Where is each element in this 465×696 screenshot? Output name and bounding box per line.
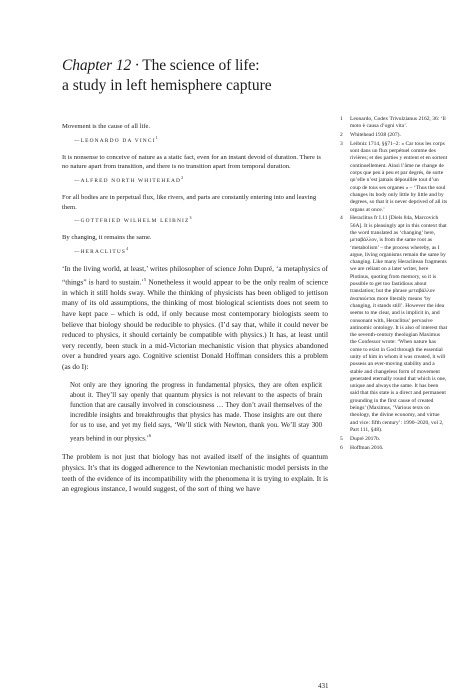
margin-notes: [340, 116, 448, 453]
footnote: 1 Leonardo, Codex Trivulzianus 2162, 36: ‘Il moto è causa d’ogni vita’.: [340, 116, 446, 130]
footnote: 2 Whitehead 1938 (207).: [340, 132, 401, 139]
footnote: 4 Heraclitus fr I.11 [Diels 84a, Marcovich 56A]. It is pleasingly apt in this context that the word translated as ‘changing’ here, μεταβάλλον, is from the same root as ‘metabolism’ – the process whereby, as I argue, living organisms remain the same by changing. Like many Heraclitean fragments we are reliant on a later writer, here Plotinus, quoting from memory, so it is possible to get too fastidious about translation; but the phrase μεταβάλλον ἀναπαύεται more literally means ‘by changing, it stands still’. However the idea seems to me clear, and is implicit in, and consonant with, Heraclitus’ pervasive antinomic ontology. It is also of interest that the seventh-century theologian Maximus the Confessor wrote: ‘When nature has come to exist in God through the essential unity of him in whom it was created, it will possess an ever-moving stability and a stable and changeless form of movement generated eternally round that which is one, unique and always the same. It has been said that this state is a direct and permanent grounding in the first cause of created beings’ (Maximus, ‘Various texts on theology, the divine economy, and virtue and vice: fifth century’: 1990–2020, vol 2, Part 111, §48).: [340, 215, 448, 433]
chapter-title: [62, 56, 328, 76]
chapter-number: Chapter 12 ·: [62, 57, 139, 74]
epigraph-attribution: —ALFRED NORTH WHITEHEAD$^2$: [74, 174, 184, 184]
epigraph-quote: Movement is the cause of all life.: [62, 123, 151, 130]
epigraph-attribution: —HERACLITUS$^4$: [74, 245, 129, 255]
epigraph-quote: By changing, it remains the same.: [62, 234, 152, 242]
epigraph-quote: For all bodies are in perpetual flux, like rivers, and parts are constantly entering into and leaving them.: [62, 194, 317, 211]
chapter-title-text: The science of life:: [142, 57, 260, 74]
footnote: 6 Hoffman 2016.: [340, 444, 384, 451]
chapter-subtitle: a study in left hemisphere capture: [62, 77, 272, 94]
epigraph-quote: It is nonsense to conceive of nature as a static fact, even for an instant devoid of duration. There is no nature apart from transition, and there is no transition apart from temporal duration.: [62, 153, 321, 171]
epigraph-attribution: —GOTTFRIED WILHELM LEIBNIZ$^3$: [74, 215, 192, 224]
footnote: 5 Dupré 2017b.: [340, 435, 381, 442]
footnote: 3 Leibniz 1714, §§71–2: « Car tous les corps sont dans un flux perpétuel comme des rivières; et des parties y entrent et en sortent continuellement. Ainsi l’âme ne change de corps que peu à peu et par degrés, de sorte qu’elle n’est jamais dépouillée tout d’un coup de tous ses organes » – ‘Thus the soul changes its body only little by little and by degrees, so that it is never deprived of all its organs at once.’: [340, 140, 448, 213]
body-paragraph: ‘In the living world, at least,’ writes philosopher of science John Dupré, ‘a metaphysics of “things” is hard to sustain.’$^5$ Nonetheless it would appear to be the only realm of science in which it still holds sway. While the thinking of physicists has been obliged to jettison many of its old assumptions, the thinking of most biological scientists does not seem to have kept pace – which is odd, if only because most contemporary biologists seem to believe that biology should be reducible to physics. (I’d say that, while it could never be reduced to physics, it should certainly be compatible with physics.) It has, at least until very recently, been stuck in a mid-Victorian mechanistic vision that physics abandoned over a hundred years ago. Cognitive scientist Donald Hoffman considers this a problem (as do I):: [62, 264, 328, 371]
block-quote: Not only are they ignoring the progress in fundamental physics, they are often explicit about it. They’ll say openly that quantum physics is not relevant to the aspects of brain function that are causally involved in consciousness … They don’t avail themselves of the incredible insights and breakthroughs that physics has made. Those insights are out there for us to use, and yet my field says, ‘We’ll stick with Newton, thank you. We’ll stay 300 years behind in our physics.’$^6$: [70, 381, 322, 443]
main-column: [62, 56, 328, 495]
epigraph-attribution: —LEONARDO DA VINCI$^1$: [74, 134, 158, 144]
footnote-ref[interactable]: 5: [143, 276, 147, 282]
footnote-ref[interactable]: 6: [148, 433, 152, 439]
body-paragraph: The problem is not just that biology has not availed itself of the insights of quantum physics. It’s that its dogged adherence to the Newtonian mechanistic model persists in the teeth of the evidence of its incompatibility with the phenomena it is trying to explain. It is an egregious instance, I would suggest, of the sort of thing we have: [62, 452, 328, 494]
page-number: 431: [318, 682, 329, 690]
epigraphs: [62, 122, 328, 257]
